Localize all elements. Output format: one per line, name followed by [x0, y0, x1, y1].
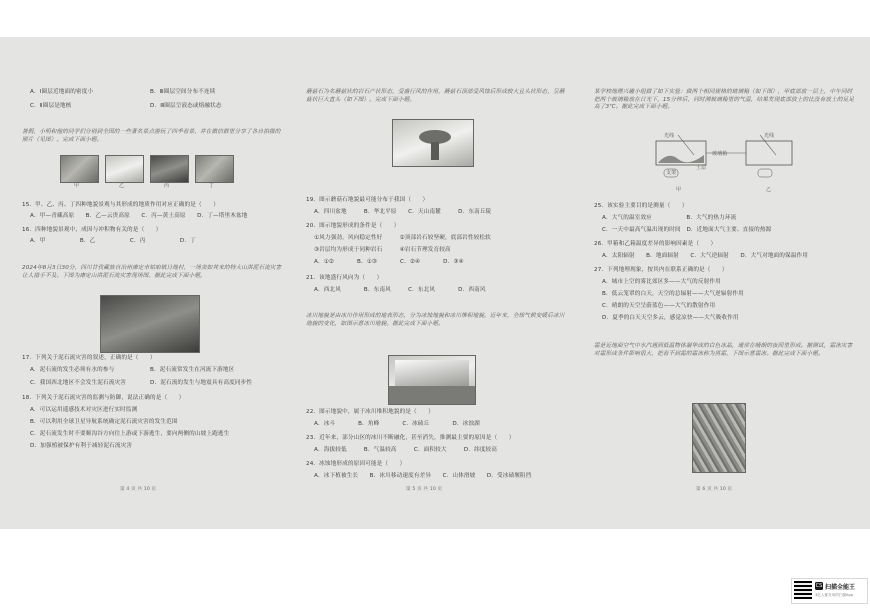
frost-photo — [692, 403, 746, 473]
debris-flow-photo — [100, 295, 200, 353]
label-yi: 乙 — [119, 183, 125, 189]
label-jia: 甲 — [676, 187, 682, 193]
label-yi: 乙 — [766, 187, 772, 193]
intro-mushroom-rock: 蘑菇石为名蘑菇状的岩石产状形态，受盛行风的作用，蘑菇石顶部受风蚀后形成较大且头状形态，呈蘑菇状巨大直头（如下图）。完成下面小题。 — [306, 89, 565, 103]
question-27: 27．下列地理现象，按其内在联系正确的是（ ） — [594, 267, 728, 273]
question-19-options: A．四川盆地 B．华北平原 C．天山南麓 D．东南丘陵 — [314, 209, 492, 215]
question-16-options: A．甲 B．乙 C．丙 D．丁 — [30, 238, 196, 244]
question-15-options: A．甲—青藏高原 B．乙—云贵高原 C．丙—黄土高原 D．丁—塔里木盆地 — [30, 213, 248, 219]
question-20: 20．图示地貌形成的条件是（ ） — [306, 223, 400, 229]
question-25: 25．该实验主要目的是测量（ ） — [594, 203, 688, 209]
watermark-subtitle: 3亿人都在用的扫描App — [815, 593, 854, 597]
page-number-5: 第 5 页 共 10 页 — [406, 487, 443, 492]
question-17: 17．下列关于泥石流灾害的叙述，正确的是（ ） — [22, 355, 156, 361]
question-18-option-d: D．加强植被保护有利于减轻泥石流灾害 — [30, 443, 133, 449]
question-18: 18．下列关于泥石流灾害的监测与防御，说法正确的是（ ） — [22, 395, 185, 401]
photo-ding — [195, 155, 234, 183]
camscanner-logo-icon: CS — [815, 583, 823, 589]
qr-code-icon — [794, 581, 812, 599]
question-21: 21．该地盛行风向为（ ） — [306, 275, 383, 281]
question-20-line-2: ③岩层均为形成于同种岩石 ④岩石节理发育较高 — [314, 247, 451, 253]
glacier-landform-diagram — [388, 355, 476, 405]
question-24: 24．冰蚀地形成的原因可能是（ ） — [306, 461, 406, 467]
question-24-options: A．冰下植被生长 B．冰川移动速度有差异 C．山体滑坡 D．受冰碛堰阻挡 — [314, 473, 532, 479]
intro-frost: 霜是近地面空气中水汽遇到低温物体凝华成的白色冰晶，通常在晴朗的夜间里形成。据测试，霜冻灾害对霜形成条件影响很大，把看不到霜的霜冻称为黑霜，下图示意霜冻。据此完成下面小题。 — [594, 343, 853, 357]
question-22-options: A．冰斗 B．角峰 C．冰碛丘 D．冰蚀湖 — [314, 421, 480, 427]
option-b: B．Ⅲ圈层空间分布不连续 — [150, 89, 216, 95]
intro-glacier: 冰川地貌是由冰川作用形成的地表形态，分为冰蚀地貌和冰川堆积地貌。近年来，全球气候变暖后冰川地貌的变化，如图示意冰川地貌。据此完成下面小题。 — [306, 313, 565, 327]
page-number-6: 第 6 页 共 10 页 — [696, 487, 733, 492]
glass-box-diagram — [648, 133, 798, 199]
question-23-options: A．海拔较低 B．气温较高 C．面积较大 D．纬度较高 — [314, 447, 498, 453]
label-light-yi: 光线 — [764, 133, 775, 139]
question-20-line-1: ①风力强劲，风向稳定性好 ②顶部岩石较坚硬，底部岩性较松软 — [314, 235, 491, 241]
question-15: 15．甲、乙、丙、丁四种地貌景观与其形成的地质作用对应正确的是（ ） — [22, 202, 219, 208]
label-light-jia: 光线 — [664, 133, 675, 139]
question-17-option-c: C．我国西北地区不会发生泥石流灾害 — [30, 380, 126, 386]
question-26-options: A．太阳辐射 B．地面辐射 C．大气逆辐射 D．大气对地面的保温作用 — [602, 253, 809, 259]
question-20-options: A．①② B．①③ C．②④ D．③④ — [314, 259, 464, 265]
photo-jia — [60, 155, 99, 183]
camscanner-watermark — [791, 578, 868, 604]
question-18-option-c: C．泥石流发生时不要顺沟谷方向往上游或下游逃生，要向两侧的山坡上跑逃生 — [30, 431, 230, 437]
question-17-option-d: D．泥石流的发生与地震具有高度同步性 — [150, 380, 253, 386]
question-18-option-a: A．可以运用遥感技术对灾区进行实时监测 — [30, 407, 138, 413]
photo-bing — [150, 155, 189, 183]
question-18-option-b: B．可以利用全球卫星导航系统确定泥石流灾害的发生范围 — [30, 419, 178, 425]
label-support: 支架 — [666, 170, 677, 176]
page-number-4: 第 4 页 共 10 页 — [120, 487, 157, 492]
intro-debris-flow: 2024年8月3日30分，四川甘孜藏族自治州康定市姑咱镇日地村，一场突如其来的特大山洪泥石流灾害让人措手不及。下图为康定山洪泥石流灾害现场图。据此完成下面小题。 — [22, 265, 282, 279]
option-a: A．I圈层近地面的密度小 — [30, 89, 94, 95]
intro-glass-box-experiment: 某学校地理兴趣小组做了如下实验：做两个相同规格的玻璃箱（如下图），甲底部放一层土，中午同时把两个玻璃箱放在日光下，15分钟后，同时测玻璃箱里的气温，结果发现底部放土的比没有放土的足足高了3℃。据此完成下面小题。 — [594, 89, 855, 111]
watermark-brand: 扫描全能王 — [825, 584, 856, 591]
label-bing: 丙 — [164, 183, 170, 189]
label-jia: 甲 — [74, 183, 80, 189]
option-d: D．Ⅲ圈层呈液态或熔融状态 — [150, 103, 222, 109]
question-16: 16．四种地貌景观中，成因与冲积物有关的是（ ） — [22, 227, 162, 233]
question-17-option-a: A．泥石流的发生必须有水的参与 — [30, 367, 115, 373]
photo-yi — [105, 155, 144, 183]
label-glass-box: 玻璃箱 — [712, 151, 728, 157]
question-25-line-2: C．一天中最高气温出现的时间 D．近地面大气主要、直接的热源 — [602, 227, 772, 233]
question-26: 26．甲箱和乙箱温度差异的影响因素是（ ） — [594, 241, 717, 247]
mushroom-rock-photo — [392, 119, 474, 167]
question-19: 19．图示蘑菇石地貌最可能分布于我国（ ） — [306, 197, 429, 203]
label-soil: 土层 — [696, 165, 707, 171]
option-c: C．Ⅱ圈层是地核 — [30, 103, 72, 109]
question-17-option-b: B．泥石流常发生在河流下游地区 — [150, 367, 235, 373]
question-21-options: A．西北风 B．东南风 C．东北风 D．西南风 — [314, 287, 486, 293]
question-27-option-c: C．晴朗的天空呈蔚蓝色——大气的散射作用 — [602, 303, 716, 309]
intro-landforms: 暑假，小明和他的同学们分别到全国的一些著名景点游玩了四季看景，并在微信群里分享了各自拍摄的照片（见图）。完成下面小题。 — [22, 129, 281, 143]
label-ding: 丁 — [209, 183, 215, 189]
question-22: 22．图示地貌中，属于冰川堆积地貌的是（ ） — [306, 409, 435, 415]
question-27-option-a: A．城市上空的雾比郊区多——大气的反射作用 — [602, 279, 721, 285]
question-27-option-b: B．低云笼罩的白天，天空的总辐射——大气逆辐射作用 — [602, 291, 744, 297]
scanned-exam-sheet — [0, 37, 870, 529]
question-25-line-1: A．大气的温室效应 B．大气的热力环流 — [602, 215, 737, 221]
question-23: 23．近年来，部分山区的冰川不断融化，甚至消失，推测最主要的原因是（ ） — [306, 435, 515, 441]
question-27-option-d: D．夏季的白天天空多云，感觉凉快——大气吸收作用 — [602, 315, 739, 321]
